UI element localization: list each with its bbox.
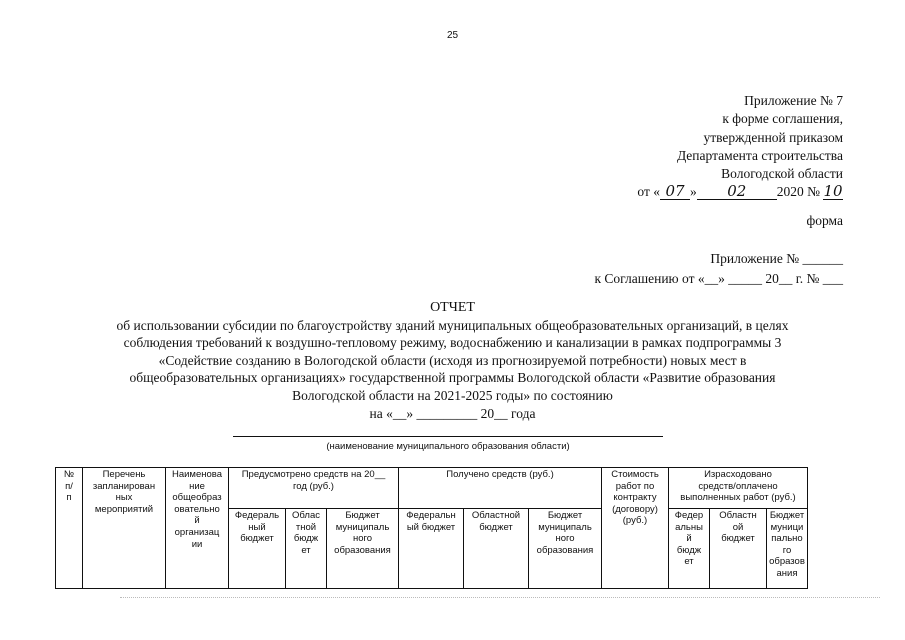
header-received-group: Получено средств (руб.) <box>399 468 602 509</box>
header-planned-federal: Федераль ный бюджет <box>229 509 286 589</box>
annex-number: Приложение № ______ <box>710 251 843 266</box>
date-mid: » <box>689 184 697 200</box>
header-planned-regional: Облас тной бюдж ет <box>286 509 327 589</box>
report-line-4: общеобразовательных организациях» государственной программы Вологодской области «Развитие образования <box>129 370 776 386</box>
report-line-1: об использовании субсидии по благоустройству зданий муниципальных общеобразовательных организаций, в целях <box>116 317 789 333</box>
appendix-approved: утвержденной приказом <box>703 129 843 145</box>
header-spent-municipal: Бюджет муници пально го образов ания <box>767 509 808 589</box>
appendix-date-line <box>637 183 843 201</box>
report-table <box>55 467 808 589</box>
appendix-region: Вологодской области <box>721 166 843 182</box>
report-title-block <box>60 299 845 422</box>
date-year: 2020 № <box>776 184 820 200</box>
scan-artifact-line <box>120 597 880 598</box>
appendix-title: Приложение № 7 <box>744 93 843 108</box>
header-planned-group: Предусмотрено средств на 20__ год (руб.) <box>229 468 399 509</box>
annex-block <box>594 249 843 289</box>
annex-agreement: к Соглашению от «__» _____ 20__ г. № ___ <box>594 271 843 286</box>
header-spent-federal: Федер альны й бюдж ет <box>669 509 710 589</box>
handwritten-number: 10 <box>823 182 843 201</box>
municipality-caption: (наименование муниципального образования области) <box>326 441 570 452</box>
header-planned-municipal: Бюджет муниципаль ного образования <box>327 509 399 589</box>
header-organization: Наименова ние общеобраз овательно й организац ии <box>166 468 229 589</box>
header-received-regional: Областной бюджет <box>464 509 529 589</box>
handwritten-month: 02 <box>697 184 777 200</box>
appendix-form-ref: к форме соглашения, <box>722 111 843 127</box>
report-line-2: соблюдения требований к воздушно-тепловому режиму, водоснабжению и канализации в рамках подпрограммы 3 <box>123 335 782 351</box>
header-received-federal: Федеральн ый бюджет <box>399 509 464 589</box>
appendix-department: Департамента строительства <box>676 147 843 163</box>
header-num: № п/ п <box>56 468 83 589</box>
form-label: форма <box>806 213 843 228</box>
header-contract-cost: Стоимость работ по контракту (договору) (руб.) <box>602 468 669 589</box>
header-spent-group: Израсходовано средств/оплачено выполненных работ (руб.) <box>669 468 808 509</box>
date-prefix: от « <box>637 184 660 200</box>
appendix-header <box>637 92 843 202</box>
report-line-6: на «__» _________ 20__ года <box>369 405 536 421</box>
report-line-3: «Содействие созданию в Вологодской области (исходя из прогнозируемой потребности) новых мест в <box>158 352 747 368</box>
report-line-5: Вологодской области на 2021-2025 годы» по состоянию <box>292 387 613 403</box>
report-title: ОТЧЕТ <box>430 300 475 315</box>
header-spent-regional: Областн ой бюджет <box>710 509 767 589</box>
header-events: Перечень запланирован ных мероприятий <box>83 468 166 589</box>
handwritten-day: 07 <box>660 184 690 200</box>
page-number: 25 <box>446 30 459 41</box>
header-received-municipal: Бюджет муниципаль ного образования <box>529 509 602 589</box>
municipality-underline <box>233 436 663 437</box>
